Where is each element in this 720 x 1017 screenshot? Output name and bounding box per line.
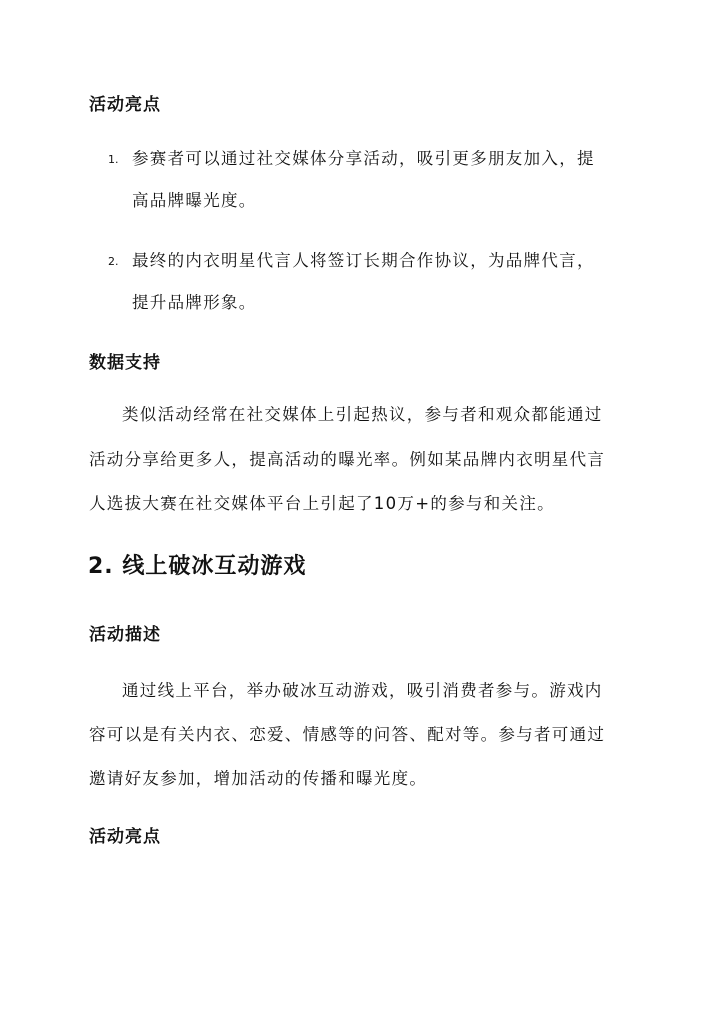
description-heading: 活动描述	[89, 625, 161, 645]
list-item-text: 高品牌曝光度。	[132, 191, 257, 210]
paragraph-line: 类似活动经常在社交媒体上引起热议，参与者和观众都能通过	[122, 405, 603, 424]
paragraph-line: 通过线上平台，举办破冰互动游戏，吸引消费者参与。游戏内	[122, 681, 603, 700]
list-item-number: 2.	[108, 255, 119, 268]
paragraph-line: 容可以是有关内衣、恋爱、情感等的问答、配对等。参与者可通过	[89, 725, 606, 744]
paragraph-line: 人选拔大赛在社交媒体平台上引起了10万+的参与和关注。	[89, 494, 555, 513]
data-support-heading: 数据支持	[89, 353, 161, 373]
highlights-heading: 活动亮点	[89, 827, 161, 847]
paragraph-line: 活动分享给更多人，提高活动的曝光率。例如某品牌内衣明星代言	[89, 450, 606, 469]
section-title: 2. 线上破冰互动游戏	[88, 554, 307, 579]
list-item-text: 参赛者可以通过社交媒体分享活动，吸引更多朋友加入，提	[132, 149, 595, 168]
list-item-text: 提升品牌形象。	[132, 293, 257, 312]
list-item-number: 1.	[108, 153, 119, 166]
list-item-text: 最终的内衣明星代言人将签订长期合作协议，为品牌代言，	[132, 251, 595, 270]
paragraph-line: 邀请好友参加，增加活动的传播和曝光度。	[89, 769, 428, 788]
highlights-heading: 活动亮点	[89, 95, 161, 115]
